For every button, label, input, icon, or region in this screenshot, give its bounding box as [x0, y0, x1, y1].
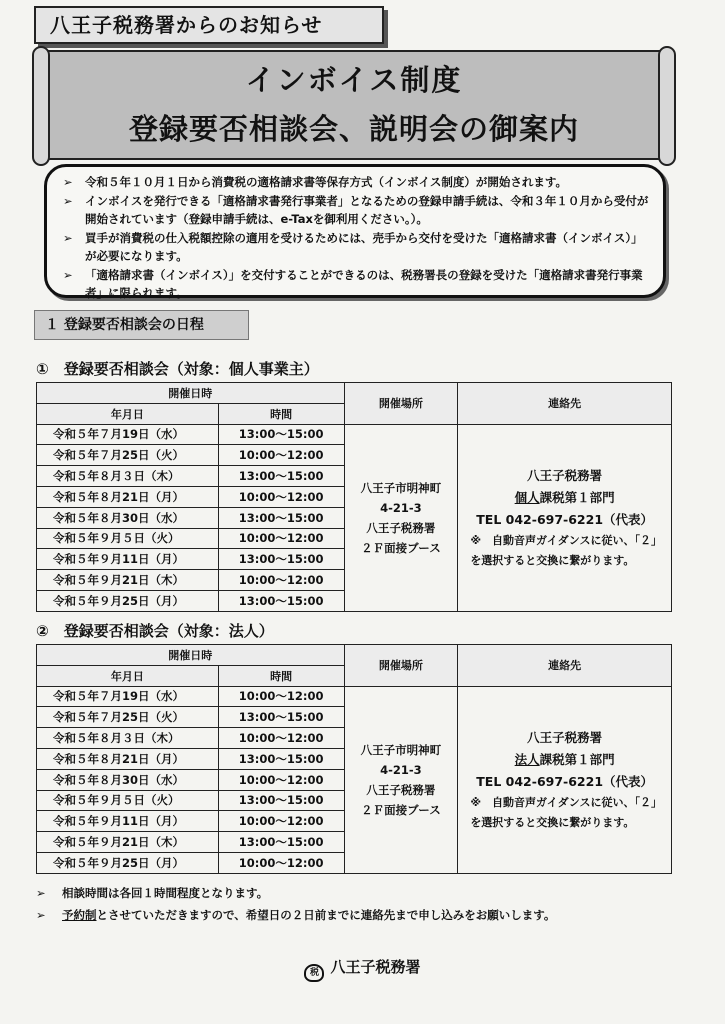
time-cell: 10:00～12:00 — [218, 728, 344, 749]
place-line: 八王子税務署 — [366, 782, 436, 797]
session1-table — [36, 382, 672, 612]
date-cell: 令和５年７月19日（水） — [37, 686, 219, 707]
date-cell: 令和５年８月30日（水） — [37, 507, 219, 528]
footnotes — [36, 882, 676, 926]
contact-tel: TEL 042-697-6221（代表） — [476, 773, 654, 789]
notice-item — [63, 173, 649, 192]
arrow-icon: ➢ — [63, 193, 73, 208]
header-place: 開催場所 — [344, 645, 458, 687]
header-contact: 連絡先 — [458, 645, 672, 687]
header-place: 開催場所 — [344, 383, 458, 425]
place-line: ２Ｆ面接ブース — [361, 802, 441, 817]
header-date: 年月日 — [37, 403, 219, 424]
header-datetime: 開催日時 — [37, 383, 345, 404]
header-date: 年月日 — [37, 665, 219, 686]
dept-rest: 課税第１部門 — [539, 751, 615, 767]
date-cell: 令和５年８月３日（木） — [37, 466, 219, 487]
date-cell: 令和５年９月11日（月） — [37, 549, 219, 570]
date-cell: 令和５年７月19日（水） — [37, 424, 219, 445]
date-cell: 令和５年９月11日（月） — [37, 811, 219, 832]
footer — [0, 956, 725, 982]
time-cell: 10:00～12:00 — [218, 686, 344, 707]
table-row — [37, 424, 672, 445]
place-line: 八王子市明神町 — [360, 480, 442, 495]
notice-text: 令和５年１０月１日から消費税の適格請求書等保存方式（インボイス制度）が開始されます。 — [85, 175, 567, 189]
contact-cell — [458, 686, 672, 873]
time-cell: 13:00～15:00 — [218, 590, 344, 611]
scroll-left-decoration — [32, 46, 50, 166]
footnote-text: 相談時間は各回１時間程度となります。 — [62, 886, 269, 900]
notice-text: 買手が消費税の仕入税額控除の適用を受けるためには、売手から交付を受けた「適格請求書（インボイス）」が必要になります。 — [85, 230, 643, 263]
place-cell — [344, 686, 458, 873]
contact-note: ※ 自動音声ガイダンスに従い、「２」を選択すると交換に繋がります。 — [470, 533, 657, 567]
time-cell: 13:00～15:00 — [218, 549, 344, 570]
tax-office-logo-icon: 税 — [304, 964, 324, 982]
date-cell: 令和５年８月30日（水） — [37, 769, 219, 790]
session1-title: ① 登録要否相談会（対象：個人事業主） — [36, 360, 319, 378]
notice-header-tag: 八王子税務署からのお知らせ — [34, 6, 384, 44]
place-line: 4-21-3 — [380, 500, 422, 515]
session2-table — [36, 644, 672, 874]
contact-note: ※ 自動音声ガイダンスに従い、「２」を選択すると交換に繋がります。 — [470, 795, 657, 829]
arrow-icon: ➢ — [36, 886, 46, 900]
time-cell: 10:00～12:00 — [218, 528, 344, 549]
date-cell: 令和５年８月21日（月） — [37, 486, 219, 507]
time-cell: 10:00～12:00 — [218, 769, 344, 790]
section-heading: １ 登録要否相談会の日程 — [34, 310, 249, 340]
title-banner — [34, 50, 674, 160]
dept-underlined: 法人 — [514, 751, 540, 767]
footnote-item — [36, 882, 676, 904]
time-cell: 10:00～12:00 — [218, 486, 344, 507]
date-cell: 令和５年７月25日（火） — [37, 707, 219, 728]
contact-cell — [458, 424, 672, 611]
notice-item — [63, 266, 649, 303]
time-cell: 10:00～12:00 — [218, 852, 344, 873]
place-line: 4-21-3 — [380, 762, 422, 777]
time-cell: 13:00～15:00 — [218, 707, 344, 728]
time-cell: 13:00～15:00 — [218, 466, 344, 487]
date-cell: 令和５年８月21日（月） — [37, 748, 219, 769]
notice-item — [63, 229, 649, 266]
notice-text: 「適格請求書（インボイス）」を交付することができるのは、税務署長の登録を受けた「適格請求書発行事業者」に限られます。 — [85, 267, 643, 300]
time-cell: 13:00～15:00 — [218, 507, 344, 528]
header-contact: 連絡先 — [458, 383, 672, 425]
date-cell: 令和５年９月25日（月） — [37, 852, 219, 873]
header-datetime: 開催日時 — [37, 645, 345, 666]
place-cell — [344, 424, 458, 611]
header-time: 時間 — [218, 665, 344, 686]
session2-title: ② 登録要否相談会（対象：法人） — [36, 622, 274, 640]
contact-office: 八王子税務署 — [527, 467, 603, 483]
arrow-icon: ➢ — [63, 267, 73, 282]
time-cell: 13:00～15:00 — [218, 748, 344, 769]
banner-title-line2: 登録要否相談会、説明会の御案内 — [128, 112, 579, 146]
date-cell: 令和５年９月21日（木） — [37, 832, 219, 853]
table-row — [37, 686, 672, 707]
header-time: 時間 — [218, 403, 344, 424]
date-cell: 令和５年９月５日（火） — [37, 528, 219, 549]
place-line: 八王子市明神町 — [360, 742, 442, 757]
contact-tel: TEL 042-697-6221（代表） — [476, 511, 654, 527]
contact-dept — [470, 487, 659, 509]
place-line: ２Ｆ面接ブース — [361, 540, 441, 555]
arrow-icon: ➢ — [63, 175, 73, 189]
date-cell: 令和５年８月３日（木） — [37, 728, 219, 749]
time-cell: 13:00～15:00 — [218, 790, 344, 811]
dept-underlined: 個人 — [514, 489, 540, 505]
notice-item — [63, 192, 649, 229]
time-cell: 10:00～12:00 — [218, 811, 344, 832]
scroll-right-decoration — [658, 46, 676, 166]
date-cell: 令和５年９月５日（火） — [37, 790, 219, 811]
footnote-item — [36, 904, 676, 926]
time-cell: 13:00～15:00 — [218, 424, 344, 445]
notice-box — [44, 164, 666, 298]
time-cell: 10:00～12:00 — [218, 570, 344, 591]
footer-office-name: 八王子税務署 — [330, 958, 421, 976]
notice-text: インボイスを発行できる「適格請求書発行事業者」となるための登録申請手続は、令和３年１０月から受付が開始されています（登録申請手続は、e-Taxを御利用ください。）。 — [85, 193, 649, 226]
place-line: 八王子税務署 — [366, 520, 436, 535]
contact-office: 八王子税務署 — [527, 729, 603, 745]
time-cell: 10:00～12:00 — [218, 445, 344, 466]
contact-dept — [470, 749, 659, 771]
dept-rest: 課税第１部門 — [539, 489, 615, 505]
arrow-icon: ➢ — [36, 908, 46, 922]
footnote-underlined: 予約制 — [62, 908, 97, 922]
footnote-text: とさせていただきますので、希望日の２日前までに連絡先まで申し込みをお願いします。 — [96, 908, 556, 922]
date-cell: 令和５年９月21日（木） — [37, 570, 219, 591]
time-cell: 13:00～15:00 — [218, 832, 344, 853]
date-cell: 令和５年９月25日（月） — [37, 590, 219, 611]
date-cell: 令和５年７月25日（火） — [37, 445, 219, 466]
arrow-icon: ➢ — [63, 230, 73, 245]
banner-title-line1: インボイス制度 — [245, 63, 463, 97]
